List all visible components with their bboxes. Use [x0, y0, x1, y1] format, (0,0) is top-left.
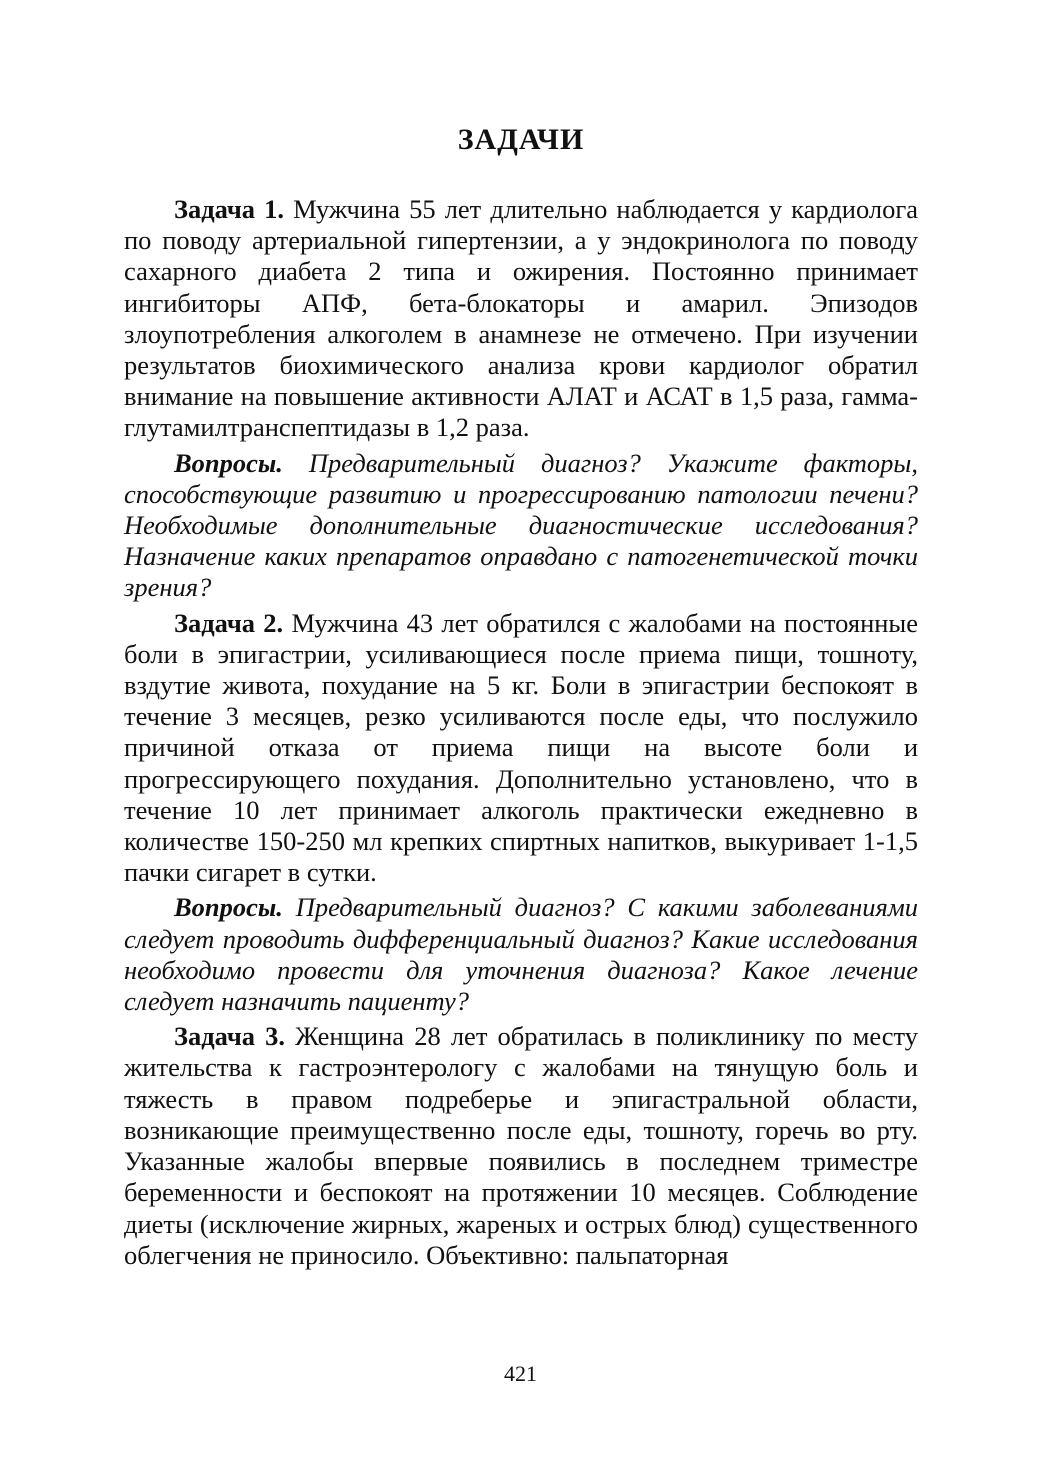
- task-1-questions: [124, 448, 918, 604]
- task-2-paragraph: [124, 608, 918, 889]
- page-body: [124, 120, 918, 1271]
- task-2-questions-label: Вопросы.: [174, 892, 283, 923]
- task-1-questions-label: Вопросы.: [174, 447, 283, 478]
- task-2-questions-text: Предварительный диагноз? С какими заболеваниями следует проводить дифференциальный диагноз? Какие исследования необходимо провести для уточнения диагноза? Какое лечение следует назначить пациенту?: [124, 892, 918, 1017]
- page-number: 421: [504, 1361, 537, 1386]
- page-title: ЗАДАЧИ: [457, 123, 585, 156]
- task-1-label: Задача 1.: [174, 194, 284, 224]
- task-1-questions-text: Предварительный диагноз? Укажите факторы, способствующие развитию и прогрессированию патологии печени? Необходимые дополнительные диагностические исследования? Назначение каких препаратов оправдано с патогенетической точки зрения?: [124, 447, 918, 603]
- task-3-label: Задача 3.: [174, 1021, 286, 1052]
- task-3-text: Женщина 28 лет обратилась в поликлинику по месту жительства к гастроэнтерологу с жалобами на тянущую боль и тяжесть в правом подреберье и эпигастральной области, возникающие преимущественно после еды, тошноту, горечь во рту. Указанные жалобы впервые появились в последнем триместре беременности и беспокоят на протяжении 10 месяцев. Соблюдение диеты (исключение жирных, жареных и острых блюд) существенного облегчения не приносило. Объективно: пальпаторная: [124, 1021, 918, 1270]
- task-2-questions: [124, 892, 918, 1017]
- task-3-paragraph: [124, 1021, 918, 1271]
- task-1-text: Мужчина 55 лет длительно наблюдается у кардиолога по поводу артериальной гипертензии, а у эндокринолога по поводу сахарного диабета 2 типа и ожирения. Постоянно принимает ингибиторы АПФ, бета-блокаторы и амарил. Эпизодов злоупотребления алкоголем в анамнезе не отмечено. При изучении результатов биохимического анализа крови кардиолог обратил внимание на повышение активности АЛАТ и АСАТ в 1,5 раза, гамма-глутамилтранспептидазы в 1,2 раза.: [124, 194, 918, 443]
- task-2-label: Задача 2.: [174, 607, 284, 638]
- task-1-paragraph: [124, 194, 918, 444]
- task-2-text: Мужчина 43 лет обратился с жалобами на постоянные боли в эпигастрии, усиливающиеся после приема пищи, тошноту, вздутие живота, похудание на 5 кг. Боли в эпигастрии беспокоят в течение 3 месяцев, резко усиливаются после еды, что послужило причиной отказа от приема пищи на высоте боли и прогрессирующего похудания. Дополнительно установлено, что в течение 10 лет принимает алкоголь практически ежедневно в количестве 150-250 мл крепких спиртных напитков, выкуривает 1-1,5 пачки сигарет в сутки.: [124, 607, 918, 888]
